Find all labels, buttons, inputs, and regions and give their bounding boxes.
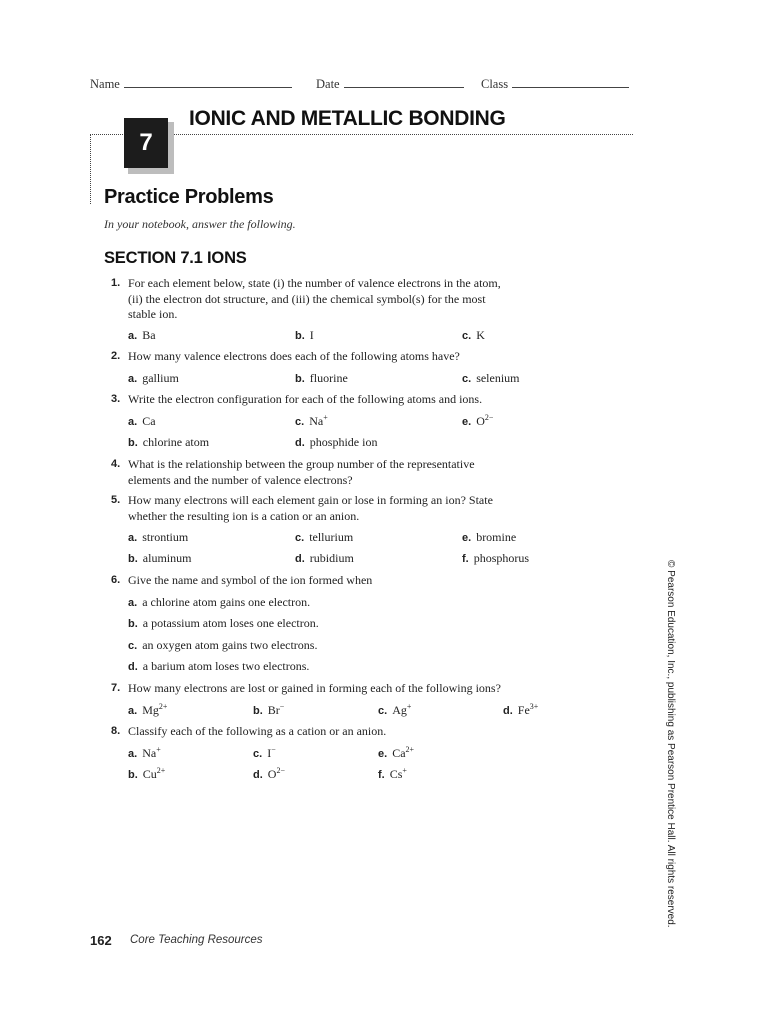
practice-title: Practice Problems bbox=[104, 186, 274, 208]
question-7 bbox=[111, 681, 568, 697]
option-5c: c. tellurium bbox=[295, 530, 354, 544]
question-8 bbox=[111, 724, 558, 740]
option-1c: c. K bbox=[462, 328, 485, 342]
option-7a: a. $Mg^{2+}$ bbox=[128, 702, 168, 717]
option-3a: a. Ca bbox=[128, 414, 156, 428]
date-field[interactable] bbox=[316, 76, 464, 92]
option-7c: c. Ag+ bbox=[378, 702, 412, 717]
option-1a: a. Ba bbox=[128, 328, 156, 342]
question-text: How many electrons will each element gain or lose in forming an ion? State bbox=[128, 493, 493, 507]
question-number: 4. bbox=[111, 458, 121, 470]
question-text: For each element below, state (i) the number of valence electrons in the atom, bbox=[128, 276, 501, 290]
option-6b: b. a potassium atom loses one electron. bbox=[128, 616, 319, 630]
option-8e: e. $Ca^{2+}$ bbox=[378, 745, 415, 760]
question-text: What is the relationship between the group number of the representative bbox=[128, 457, 475, 471]
name-field[interactable] bbox=[90, 76, 292, 92]
page-number: 162 bbox=[90, 933, 112, 948]
question-1 bbox=[111, 276, 558, 323]
question-text: How many valence electrons does each of the following atoms have? bbox=[128, 349, 460, 363]
question-2 bbox=[111, 349, 558, 365]
option-8d: d. $O^{2-}$ bbox=[253, 766, 285, 781]
question-text: whether the resulting ion is a cation or an anion. bbox=[128, 508, 360, 523]
question-number: 5. bbox=[111, 494, 121, 506]
option-5b: b. aluminum bbox=[128, 551, 192, 565]
chapter-number: 7 bbox=[124, 118, 168, 168]
copyright-notice: © Pearson Education, Inc., publishing as Pearson Prentice Hall. All rights reserved. bbox=[665, 560, 676, 928]
option-3c: c. Na+ bbox=[295, 413, 328, 428]
question-number: 7. bbox=[111, 682, 121, 694]
option-6a: a. a chlorine atom gains one electron. bbox=[128, 595, 311, 609]
class-label: Class bbox=[481, 77, 509, 91]
question-5 bbox=[111, 493, 558, 524]
option-1b: b. I bbox=[295, 328, 314, 342]
option-7d: d. $Fe^{3+}$ bbox=[503, 702, 539, 717]
question-number: 2. bbox=[111, 350, 121, 362]
date-label: Date bbox=[316, 77, 340, 91]
option-8a: a. Na+ bbox=[128, 745, 161, 760]
option-5a: a. strontium bbox=[128, 530, 189, 544]
section-title: SECTION 7.1 IONS bbox=[104, 249, 247, 267]
option-2c: c. selenium bbox=[462, 371, 520, 385]
date-line bbox=[344, 76, 464, 88]
name-line bbox=[124, 76, 292, 88]
name-label: Name bbox=[90, 77, 120, 91]
question-text: Give the name and symbol of the ion formed when bbox=[128, 573, 373, 587]
question-text: elements and the number of valence electrons? bbox=[128, 472, 353, 487]
question-number: 1. bbox=[111, 277, 121, 289]
footer-text: Core Teaching Resources bbox=[130, 934, 263, 946]
question-3 bbox=[111, 392, 558, 408]
question-text: stable ion. bbox=[128, 307, 178, 321]
class-field[interactable] bbox=[481, 76, 629, 92]
option-6d: d. a barium atom loses two electrons. bbox=[128, 659, 310, 673]
option-5f: f. phosphorus bbox=[462, 551, 530, 565]
chapter-rule-vertical bbox=[90, 134, 91, 204]
option-3e: e. $O^{2-}$ bbox=[462, 413, 494, 428]
option-3b: b. chlorine atom bbox=[128, 435, 210, 449]
question-number: 6. bbox=[111, 574, 121, 586]
option-8c: c. I− bbox=[253, 745, 276, 760]
question-number: 8. bbox=[111, 725, 121, 737]
header-fields bbox=[90, 76, 635, 94]
question-6 bbox=[111, 573, 558, 589]
question-4 bbox=[111, 457, 558, 488]
class-line bbox=[512, 76, 629, 88]
question-text: (ii) the electron dot structure, and (iii) the chemical symbol(s) for the most bbox=[128, 291, 486, 306]
option-5e: e. bromine bbox=[462, 530, 517, 544]
question-text: Write the electron configuration for each of the following atoms and ions. bbox=[128, 392, 483, 406]
option-6c: c. an oxygen atom gains two electrons. bbox=[128, 638, 318, 652]
option-3d: d. phosphide ion bbox=[295, 435, 378, 449]
question-number: 3. bbox=[111, 393, 121, 405]
option-7b: b. Br− bbox=[253, 702, 285, 717]
option-2b: b. fluorine bbox=[295, 371, 348, 385]
question-text: Classify each of the following as a cation or an anion. bbox=[128, 724, 387, 738]
chapter-title: IONIC AND METALLIC BONDING bbox=[189, 107, 506, 130]
option-2a: a. gallium bbox=[128, 371, 179, 385]
option-8f: f. Cs+ bbox=[378, 766, 407, 781]
question-text: How many electrons are lost or gained in forming each of the following ions? bbox=[128, 681, 501, 695]
option-5d: d. rubidium bbox=[295, 551, 354, 565]
option-8b: b. $Cu^{2+}$ bbox=[128, 766, 166, 781]
practice-subtitle: In your notebook, answer the following. bbox=[104, 217, 296, 231]
